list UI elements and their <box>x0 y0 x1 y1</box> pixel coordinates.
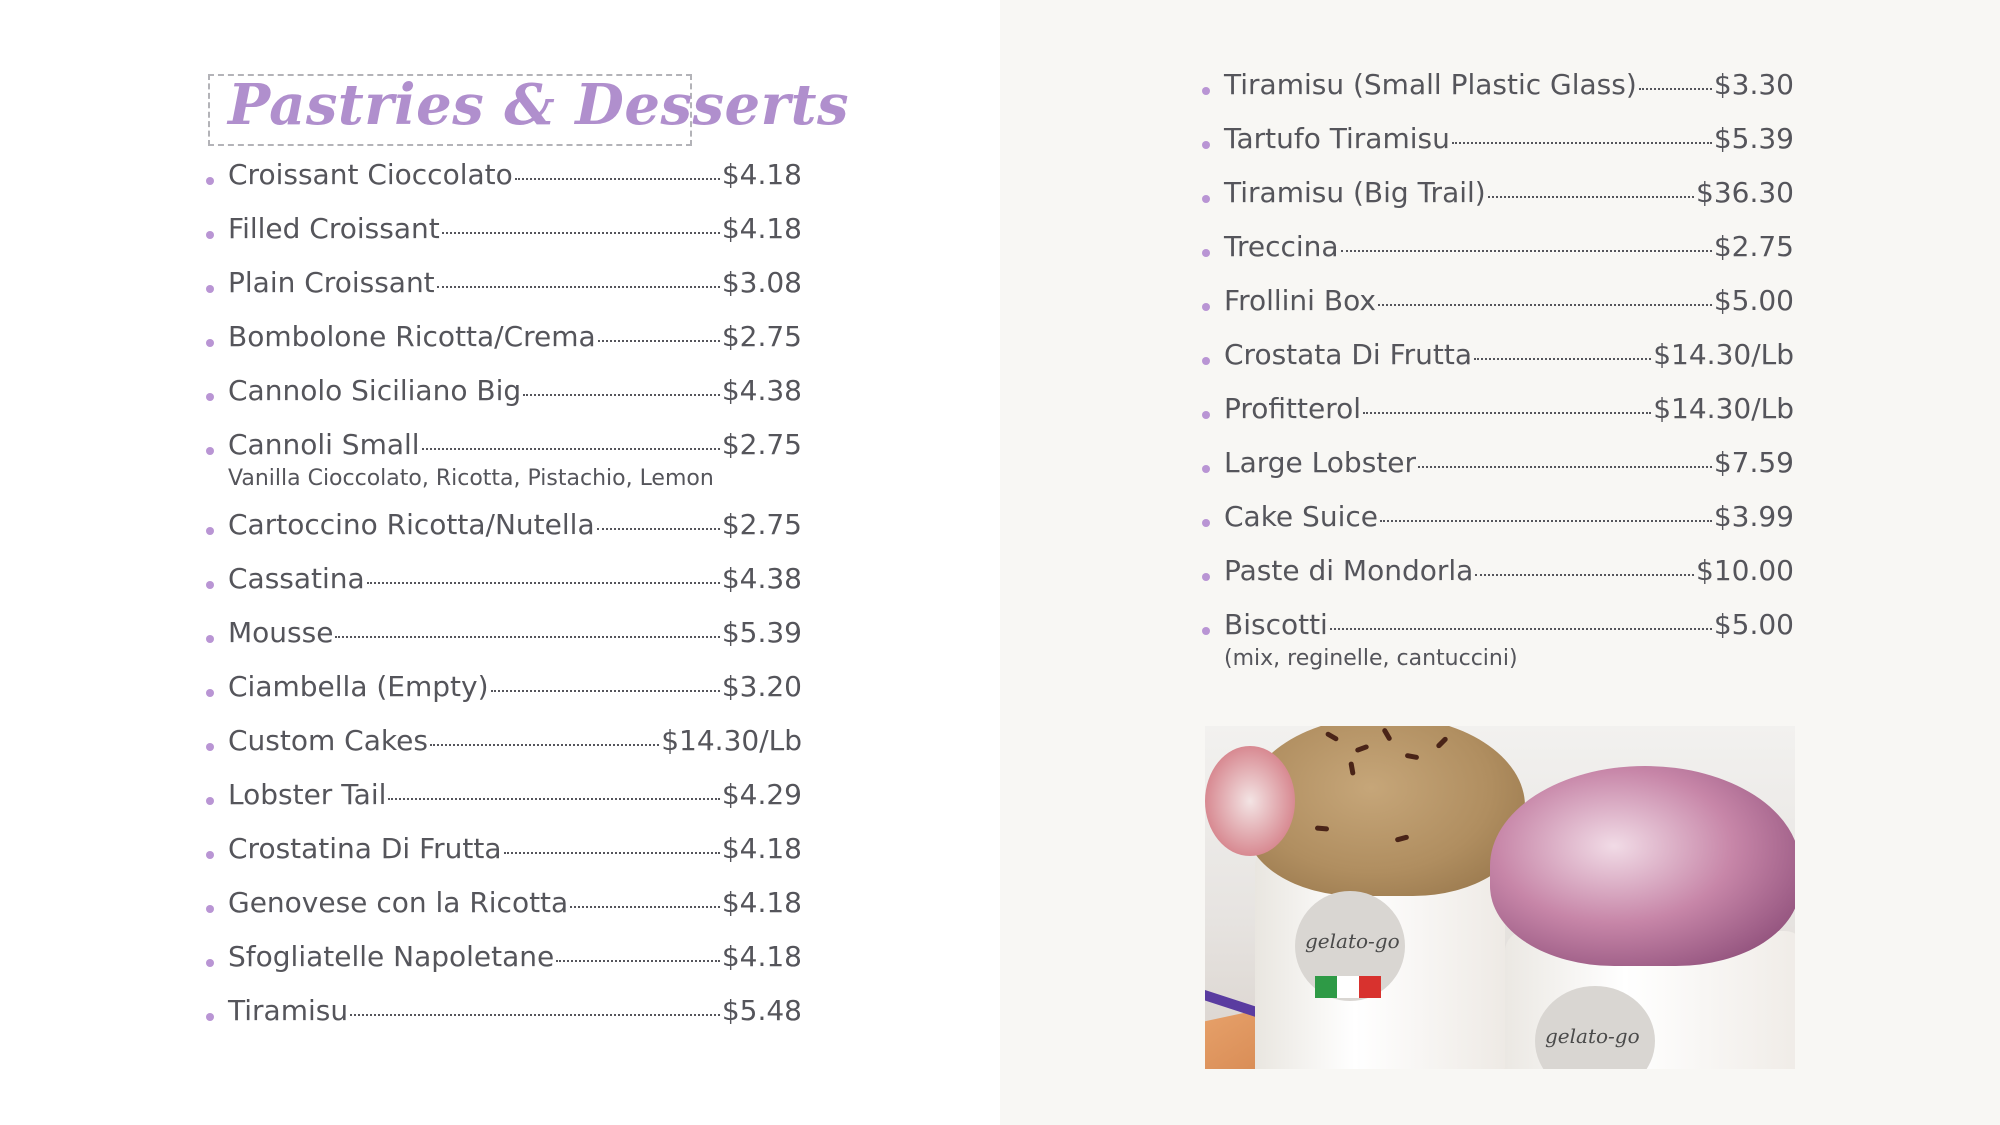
strawberry-gelato-scoop <box>1205 746 1295 856</box>
bullet-icon <box>206 797 214 805</box>
bullet-icon <box>1202 141 1210 149</box>
bullet-icon <box>206 393 214 401</box>
menu-item-price: $2.75 <box>721 508 802 541</box>
dot-leader <box>1418 466 1712 468</box>
menu-item-name: Mousse <box>228 616 334 649</box>
menu-item-name: Treccina <box>1224 230 1339 263</box>
dot-leader <box>1488 196 1694 198</box>
menu-item-name: Large Lobster <box>1224 446 1416 479</box>
menu-item-name: Profitterol <box>1224 392 1362 425</box>
bullet-icon <box>1202 195 1210 203</box>
berry-gelato-scoop <box>1490 766 1795 966</box>
menu-item-name: Plain Croissant <box>228 266 435 299</box>
dot-leader <box>430 744 659 746</box>
dot-leader <box>350 1014 720 1016</box>
menu-item-price: $4.38 <box>721 374 802 407</box>
menu-item <box>206 940 802 994</box>
bullet-icon <box>1202 303 1210 311</box>
menu-item-name: Genovese con la Ricotta <box>228 886 569 919</box>
menu-item-line <box>228 212 802 252</box>
bullet-icon <box>1202 465 1210 473</box>
bullet-icon <box>1202 249 1210 257</box>
dot-leader <box>504 852 720 854</box>
dot-leader <box>523 394 720 396</box>
dot-leader <box>570 906 720 908</box>
menu-item-name: Cannolo Siciliano Big <box>228 374 522 407</box>
bullet-icon <box>206 339 214 347</box>
menu-item-price: $3.99 <box>1713 500 1794 533</box>
menu-item-line <box>1224 176 1794 216</box>
menu-item <box>1202 230 1794 284</box>
menu-item-name: Croissant Cioccolato <box>228 158 513 191</box>
menu-item-price: $10.00 <box>1696 554 1794 587</box>
menu-item-line <box>228 508 802 548</box>
menu-item-line <box>228 320 802 360</box>
menu-item-line <box>1224 392 1794 432</box>
menu-item <box>206 562 802 616</box>
menu-item-price: $4.38 <box>721 562 802 595</box>
menu-item-name: Crostata Di Frutta <box>1224 338 1473 371</box>
menu-item-name: Tiramisu (Small Plastic Glass) <box>1224 68 1637 101</box>
menu-item-line <box>228 724 802 764</box>
menu-item-price: $5.00 <box>1713 608 1794 641</box>
menu-item-name: Cannoli Small <box>228 428 420 461</box>
menu-item-line <box>1224 446 1794 486</box>
menu-item-name: Frollini Box <box>1224 284 1376 317</box>
menu-item-price: $14.30/Lb <box>1653 338 1794 371</box>
menu-item <box>206 428 802 508</box>
dot-leader <box>1363 412 1651 414</box>
menu-item-price: $5.39 <box>721 616 802 649</box>
menu-item-line <box>1224 230 1794 270</box>
menu-item-price: $5.00 <box>1713 284 1794 317</box>
dot-leader <box>437 286 720 288</box>
menu-item-line <box>228 940 802 980</box>
menu-item-price: $14.30/Lb <box>661 724 802 757</box>
dot-leader <box>422 448 720 450</box>
menu-item-line <box>228 428 802 468</box>
menu-item-price: $2.75 <box>1713 230 1794 263</box>
dot-leader <box>598 340 720 342</box>
menu-item <box>206 886 802 940</box>
dot-leader <box>1452 142 1712 144</box>
menu-item <box>1202 176 1794 230</box>
menu-item <box>1202 284 1794 338</box>
bullet-icon <box>1202 573 1210 581</box>
bullet-icon <box>206 581 214 589</box>
menu-item-name: Cartoccino Ricotta/Nutella <box>228 508 595 541</box>
menu-item <box>206 616 802 670</box>
menu-item-line <box>228 266 802 306</box>
menu-item <box>206 508 802 562</box>
menu-item <box>1202 446 1794 500</box>
bullet-icon <box>206 905 214 913</box>
italian-flag-icon <box>1315 976 1381 998</box>
gelato-photo <box>1205 726 1795 1069</box>
dot-leader <box>1378 304 1712 306</box>
dot-leader <box>1475 574 1694 576</box>
menu-item-name: Ciambella (Empty) <box>228 670 489 703</box>
menu-item-note: Vanilla Cioccolato, Ricotta, Pistachio, Lemon <box>228 466 714 491</box>
bullet-icon <box>206 231 214 239</box>
section-title: Pastries & Desserts <box>228 72 850 138</box>
bullet-icon <box>206 743 214 751</box>
menu-item-line <box>228 778 802 818</box>
dot-leader <box>1380 520 1712 522</box>
menu-item-name: Sfogliatelle Napoletane <box>228 940 555 973</box>
menu-item <box>1202 338 1794 392</box>
menu-item-price: $5.39 <box>1713 122 1794 155</box>
menu-item-line <box>228 886 802 926</box>
section-title-box <box>208 72 850 146</box>
menu-item <box>206 158 802 212</box>
menu-item <box>1202 122 1794 176</box>
bullet-icon <box>1202 627 1210 635</box>
menu-item-price: $3.08 <box>721 266 802 299</box>
dot-leader <box>442 232 720 234</box>
bullet-icon <box>1202 519 1210 527</box>
menu-item-price: $4.29 <box>721 778 802 811</box>
menu-item-line <box>1224 122 1794 162</box>
menu-item-line <box>1224 68 1794 108</box>
menu-item <box>206 724 802 778</box>
menu-item-price: $2.75 <box>721 428 802 461</box>
menu-item-price: $14.30/Lb <box>1653 392 1794 425</box>
menu-item <box>206 374 802 428</box>
bullet-icon <box>1202 357 1210 365</box>
menu-item-price: $4.18 <box>721 158 802 191</box>
menu-item-price: $4.18 <box>721 886 802 919</box>
dot-leader <box>1330 628 1712 630</box>
menu-item-name: Tartufo Tiramisu <box>1224 122 1450 155</box>
menu-item-price: $4.18 <box>721 832 802 865</box>
menu-item <box>206 832 802 886</box>
menu-item-line <box>1224 554 1794 594</box>
bullet-icon <box>1202 411 1210 419</box>
menu-item <box>206 266 802 320</box>
bullet-icon <box>206 177 214 185</box>
menu-item <box>206 320 802 374</box>
menu-item-name: Paste di Mondorla <box>1224 554 1474 587</box>
dot-leader <box>515 178 720 180</box>
menu-item-name: Cassatina <box>228 562 365 595</box>
dot-leader <box>1341 250 1712 252</box>
bullet-icon <box>1202 87 1210 95</box>
bullet-icon <box>206 527 214 535</box>
menu-item-line <box>228 374 802 414</box>
menu-item-line <box>228 616 802 656</box>
menu-item-line <box>228 562 802 602</box>
menu-item-price: $4.18 <box>721 940 802 973</box>
menu-item-name: Bombolone Ricotta/Crema <box>228 320 596 353</box>
menu-item-price: $7.59 <box>1713 446 1794 479</box>
menu-item-name: Tiramisu <box>228 994 349 1027</box>
menu-item-note: (mix, reginelle, cantuccini) <box>1224 646 1518 671</box>
menu-item <box>1202 554 1794 608</box>
menu-item <box>1202 500 1794 554</box>
menu-item-name: Crostatina Di Frutta <box>228 832 502 865</box>
left-menu-column <box>206 158 802 1048</box>
right-menu-column <box>1202 68 1794 688</box>
menu-item-line <box>1224 608 1794 648</box>
menu-item <box>1202 392 1794 446</box>
menu-item-name: Tiramisu (Big Trail) <box>1224 176 1486 209</box>
dot-leader <box>556 960 720 962</box>
menu-item-price: $4.18 <box>721 212 802 245</box>
dot-leader <box>388 798 719 800</box>
bullet-icon <box>206 689 214 697</box>
menu-item-line <box>1224 338 1794 378</box>
menu-item <box>206 778 802 832</box>
dot-leader <box>597 528 720 530</box>
bullet-icon <box>206 635 214 643</box>
menu-item-name: Cake Suice <box>1224 500 1378 533</box>
menu-item-line <box>228 158 802 198</box>
dot-leader <box>367 582 720 584</box>
menu-item-name: Biscotti <box>1224 608 1328 641</box>
menu-item-price: $36.30 <box>1696 176 1794 209</box>
dot-leader <box>491 690 720 692</box>
menu-item <box>206 670 802 724</box>
dot-leader <box>1639 88 1712 90</box>
menu-item-name: Custom Cakes <box>228 724 428 757</box>
menu-item-line <box>1224 284 1794 324</box>
menu-item <box>206 212 802 266</box>
menu-item-price: $5.48 <box>721 994 802 1027</box>
menu-item-price: $3.20 <box>721 670 802 703</box>
bullet-icon <box>206 447 214 455</box>
menu-item-line <box>228 994 802 1034</box>
menu-item-price: $2.75 <box>721 320 802 353</box>
menu-item-line <box>228 832 802 872</box>
dot-leader <box>1474 358 1651 360</box>
dot-leader <box>335 636 719 638</box>
bullet-icon <box>206 285 214 293</box>
menu-item-name: Lobster Tail <box>228 778 387 811</box>
menu-item <box>206 994 802 1048</box>
menu-item <box>1202 68 1794 122</box>
menu-item-line <box>228 670 802 710</box>
menu-item-line <box>1224 500 1794 540</box>
menu-item <box>1202 608 1794 688</box>
bullet-icon <box>206 1013 214 1021</box>
menu-item-price: $3.30 <box>1713 68 1794 101</box>
bullet-icon <box>206 851 214 859</box>
cup-logo-text: gelato-go <box>1305 929 1400 953</box>
bullet-icon <box>206 959 214 967</box>
cup-logo-text: gelato-go <box>1545 1024 1640 1048</box>
menu-item-name: Filled Croissant <box>228 212 440 245</box>
